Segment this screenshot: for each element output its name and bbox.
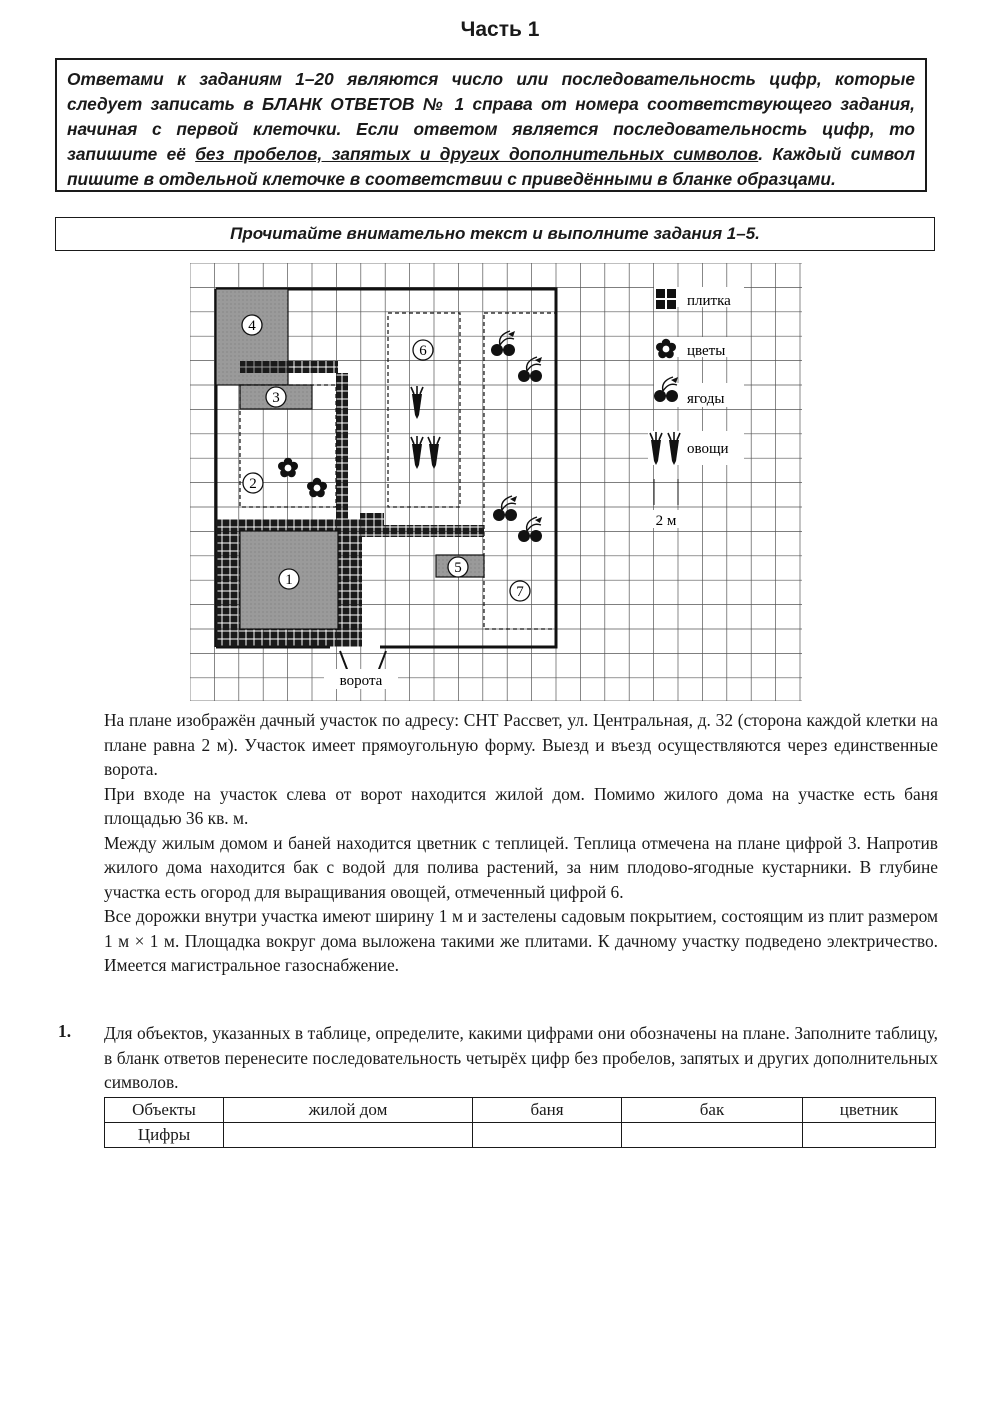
svg-text:3: 3 — [272, 390, 280, 406]
answer-cell[interactable] — [803, 1123, 936, 1148]
legend-berries-label: ягоды — [687, 391, 725, 407]
answer-table — [104, 1097, 936, 1148]
svg-text:6: 6 — [419, 343, 427, 359]
label-4 — [242, 315, 262, 335]
gate-label: ворота — [339, 673, 383, 689]
label-7 — [510, 581, 530, 601]
scale-label: 2 м — [655, 513, 677, 529]
path-tiles-top — [240, 361, 338, 373]
label-1 — [279, 569, 299, 589]
site-plan — [190, 263, 802, 701]
description-paragraph: На плане изображён дачный участок по адресу: СНТ Рассвет, ул. Центральная, д. 32 (сторона каждой клетки на плане равна 2 м). Участок имеет прямоугольную форму. Выезд и въезд осуществляются через единственные ворота. — [104, 710, 938, 779]
description — [104, 708, 938, 978]
label-6 — [413, 340, 433, 360]
flower-icon — [278, 458, 298, 478]
table-object: баня — [473, 1098, 622, 1123]
svg-text:7: 7 — [516, 584, 524, 600]
path-tiles-middle — [348, 525, 484, 537]
description-paragraph: Между жилым домом и баней находится цветник с теплицей. Теплица отмечена на плане цифрой 3. Напротив жилого дома находится бак с водой для полива растений, за ним плодово-ягодные кустарники. В глубине участка есть огород для выращивания овощей, отмеченный цифрой 6. — [104, 832, 938, 902]
answer-cell[interactable] — [473, 1123, 622, 1148]
task-text: Для объектов, указанных в таблице, определите, какими цифрами они обозначены на плане. Заполните таблицу, в бланк ответов перенесите последовательность четырёх цифр без пробелов, запятых и других дополнительных символов. — [104, 1023, 938, 1092]
flower-icon — [307, 478, 327, 498]
carrot-icon — [428, 436, 440, 469]
answer-cell[interactable] — [622, 1123, 803, 1148]
svg-text:5: 5 — [454, 560, 462, 576]
table-object: бак — [622, 1098, 803, 1123]
svg-text:1: 1 — [285, 572, 293, 588]
path-tiles-vertical — [336, 373, 348, 519]
berries-icon — [491, 331, 515, 356]
svg-text:2: 2 — [249, 476, 257, 492]
carrot-icon — [411, 436, 423, 469]
legend-tile-label: плитка — [687, 293, 731, 309]
instructions-text-end: . Каждый символ пишите в отдельной клеточке в соответствии с приведёнными в бланке образцами. — [67, 144, 916, 189]
label-3 — [266, 387, 286, 407]
instructions-underlined: без пробелов, запятых и других дополнительных символов — [195, 144, 759, 164]
description-paragraph: Все дорожки внутри участка имеют ширину 1 м и застелены садовым покрытием, состоящим из плит размером 1 м × 1 м. Площадка вокруг дома выложена такими же плитами. К дачному участку подведено электричество. Имеется магистральное газоснабжение. — [104, 906, 938, 975]
label-2 — [243, 473, 263, 493]
table-header-label: Объекты — [105, 1098, 224, 1123]
task-number: 1. — [58, 1021, 72, 1041]
carrot-icon — [411, 386, 423, 419]
legend-flowers-label: цветы — [687, 343, 726, 359]
table-row-label: Цифры — [105, 1123, 224, 1148]
svg-text:4: 4 — [248, 318, 256, 334]
part-title: Часть 1 — [460, 18, 540, 41]
berries-icon — [518, 517, 542, 542]
instructions-box — [55, 58, 927, 192]
berries-icon — [493, 496, 517, 521]
instructions-text: Ответами к заданиям 1–20 являются число или последовательность цифр, которые следует записать в БЛАНК ОТВЕТОВ № 1 справа от номера соответствующего задания, начиная с первой клеточки. Если ответом является последовательность цифр, то запишите её — [67, 69, 915, 164]
legend-vegetables-label: овощи — [687, 441, 729, 457]
answer-cell[interactable] — [224, 1123, 473, 1148]
table-object: цветник — [803, 1098, 936, 1123]
label-5 — [448, 557, 468, 577]
description-paragraph: При входе на участок слева от ворот находится жилой дом. Помимо жилого дома на участке есть баня площадью 36 кв. м. — [104, 783, 938, 828]
table-object: жилой дом — [224, 1098, 473, 1123]
plan-legend — [648, 287, 744, 529]
read-prompt: Прочитайте внимательно текст и выполните задания 1–5. — [55, 217, 935, 251]
